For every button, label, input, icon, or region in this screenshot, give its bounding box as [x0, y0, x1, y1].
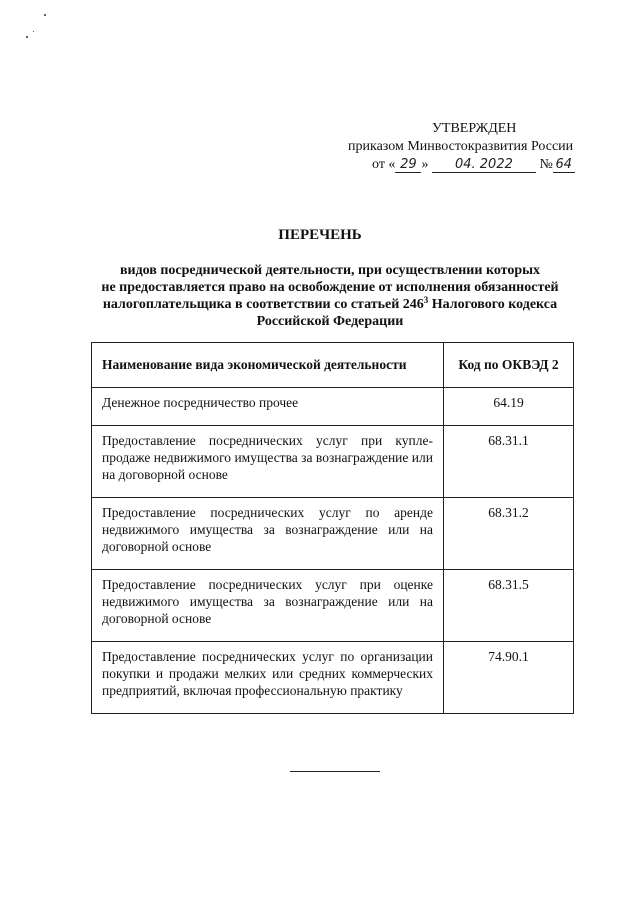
okved-code: 68.31.1 [444, 426, 574, 498]
approval-order: приказом Минвостокразвития России [348, 139, 574, 154]
subtitle-superscript: 3 [423, 295, 429, 305]
subtitle-line: Российской Федерации [256, 314, 404, 329]
end-separator-line [290, 771, 380, 772]
okved-table [91, 342, 574, 714]
okved-code: 68.31.5 [444, 570, 574, 642]
subtitle-text: налогоплательщика в соответствии со статьей 246 [102, 297, 424, 312]
order-number: 64 [553, 158, 575, 173]
date-month-year: 04. 2022 [432, 158, 536, 173]
activity-name: Предоставление посреднических услуг по аренде недвижимого имущества за вознаграждение или на договорной основе [92, 498, 444, 570]
okved-code: 64.19 [444, 388, 574, 426]
table-row [92, 388, 574, 426]
approval-heading: УТВЕРЖДЕН [432, 121, 517, 136]
approval-date-line [372, 156, 575, 174]
table-header-row [92, 343, 574, 388]
okved-code: 68.31.2 [444, 498, 574, 570]
activity-name: Предоставление посреднических услуг по организации покупки и продажи мелких или средних коммерческих предприятий, включая профессиональную практику [92, 642, 444, 714]
subtitle-text: Налогового кодекса [428, 297, 558, 312]
scan-speck [44, 14, 46, 16]
document-title: ПЕРЕЧЕНЬ [278, 227, 362, 243]
subtitle-line: видов посреднической деятельности, при осуществлении которых [119, 263, 541, 278]
table-row [92, 426, 574, 498]
document-subtitle [90, 262, 570, 330]
subtitle-line: не предоставляется право на освобождение от исполнения обязанностей [101, 280, 559, 295]
activity-name: Предоставление посреднических услуг при оценке недвижимого имущества за вознаграждение или на договорной основе [92, 570, 444, 642]
header-activity-name: Наименование вида экономической деятельности [92, 343, 444, 388]
okved-code: 74.90.1 [444, 642, 574, 714]
table-row [92, 570, 574, 642]
scan-speck [26, 36, 28, 38]
date-prefix: от « [372, 157, 396, 172]
scan-speck [33, 31, 34, 32]
table-row [92, 498, 574, 570]
header-okved-code: Код по ОКВЭД 2 [444, 343, 574, 388]
date-mid: » [421, 157, 432, 172]
activity-name: Предоставление посреднических услуг при купле-продаже недвижимого имущества за вознаграждение или на договорной основе [92, 426, 444, 498]
subtitle-line [90, 296, 570, 313]
number-prefix: № [539, 157, 553, 172]
date-day: 29 [395, 158, 421, 173]
activity-name: Денежное посредничество прочее [92, 388, 444, 426]
table-row [92, 642, 574, 714]
